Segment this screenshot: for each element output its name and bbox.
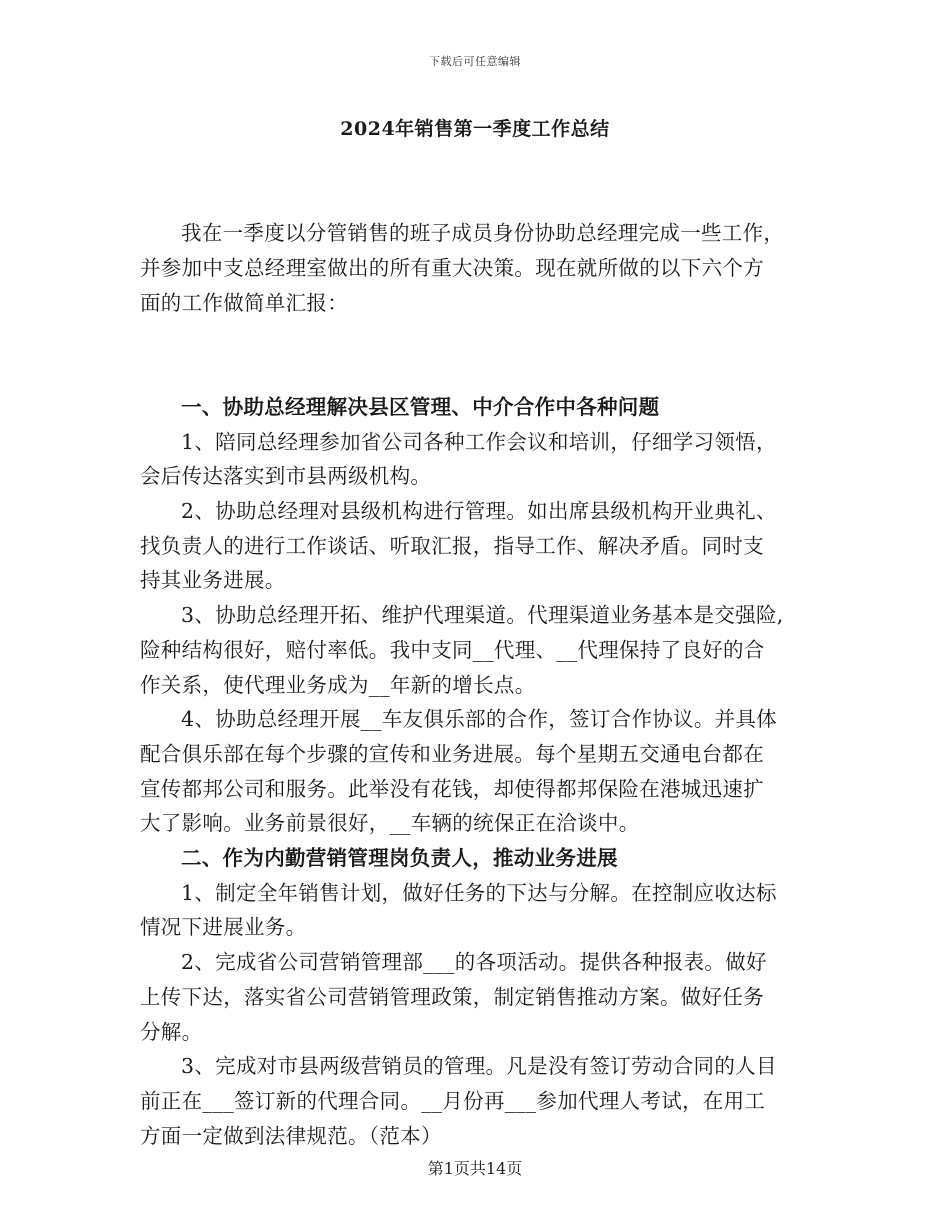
header-note: 下载后可任意编辑 bbox=[429, 55, 521, 68]
section1-item-3 bbox=[140, 598, 812, 702]
text-line: 并参加中支总经理室做出的所有重大决策。现在就所做的以下六个方 bbox=[140, 256, 764, 281]
section1-item-4 bbox=[140, 702, 812, 841]
section-heading-1: 一、协助总经理解决县区管理、中介合作中各种问题 bbox=[181, 394, 660, 419]
text-line: 2、完成省公司营销管理部___的各项活动。提供各种报表。做好 bbox=[181, 950, 767, 975]
section-heading-2: 二、作为内勤营销管理岗负责人，推动业务进展 bbox=[181, 846, 618, 871]
text-line: 找负责人的进行工作谈话、听取汇报，指导工作、解决矛盾。同时支 bbox=[140, 533, 764, 558]
section1-item-1 bbox=[140, 425, 812, 494]
text-line: 大了影响。业务前景很好，__车辆的统保正在洽谈中。 bbox=[140, 811, 640, 836]
text-line: 3、协助总经理开拓、维护代理渠道。代理渠道业务基本是交强险, bbox=[181, 603, 784, 628]
section1-item-2 bbox=[140, 494, 812, 598]
section2-item-2 bbox=[140, 945, 812, 1049]
text-line: 我在一季度以分管销售的班子成员身份协助总经理完成一些工作， bbox=[181, 221, 785, 246]
text-line: 配合俱乐部在每个步骤的宣传和业务进展。每个星期五交通电台都在 bbox=[140, 741, 764, 766]
text-line: 1、制定全年销售计划，做好任务的下达与分解。在控制应收达标 bbox=[181, 880, 777, 905]
section2-item-3 bbox=[140, 1049, 812, 1153]
text-line: 分解。 bbox=[140, 1019, 203, 1044]
text-line: 2、协助总经理对县级机构进行管理。如出席县级机构开业典礼、 bbox=[181, 499, 777, 524]
text-line: 持其业务进展。 bbox=[140, 568, 286, 593]
text-line: 险种结构很好，赔付率低。我中支同__代理、__代理保持了良好的合 bbox=[140, 637, 765, 662]
text-line: 会后传达落实到市县两级机构。 bbox=[140, 464, 432, 489]
text-line: 情况下进展业务。 bbox=[140, 915, 307, 940]
text-line: 前正在___签订新的代理合同。__月份再___参加代理人考试，在用工 bbox=[140, 1088, 766, 1113]
document-body bbox=[140, 147, 812, 1153]
text-line: 方面一定做到法律规范。（范本） bbox=[140, 1123, 442, 1148]
text-line: 作关系，使代理业务成为__年新的增长点。 bbox=[140, 672, 536, 697]
text-line: 3、完成对市县两级营销员的管理。凡是没有签订劳动合同的人目 bbox=[181, 1054, 777, 1079]
text-line: 宣传都邦公司和服务。此举没有花钱，却使得都邦保险在港城迅速扩 bbox=[140, 776, 764, 801]
document-title: 2024年销售第一季度工作总结 bbox=[340, 118, 610, 140]
text-line: 面的工作做简单汇报： bbox=[140, 290, 348, 315]
section2-item-1 bbox=[140, 876, 812, 945]
text-line: 4、协助总经理开展__车友俱乐部的合作，签订合作协议。并具体 bbox=[181, 707, 778, 732]
text-line: 1、陪同总经理参加省公司各种工作会议和培训，仔细学习领悟， bbox=[181, 429, 777, 454]
intro-paragraph bbox=[140, 147, 812, 390]
page-number: 第1页共14页 bbox=[427, 1159, 523, 1178]
text-line: 上传下达，落实省公司营销管理政策，制定销售推动方案。做好任务 bbox=[140, 984, 764, 1009]
